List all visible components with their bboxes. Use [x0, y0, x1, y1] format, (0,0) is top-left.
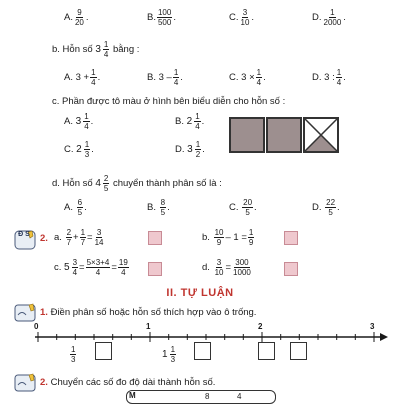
- true-false-icon: Đ S: [14, 230, 36, 250]
- answer-box-d[interactable]: [284, 262, 298, 276]
- exercise-2-prompt: 2. Chuyển các số đo độ dài thành hỗn số.: [40, 377, 216, 388]
- mixed-number: 3 1 4: [95, 40, 109, 59]
- number-line-blank[interactable]: [290, 342, 307, 360]
- option-d[interactable]: D. 3 : 1 4 .: [312, 68, 346, 87]
- cross-diagonals: [305, 119, 337, 151]
- example-box: M 8 4: [126, 390, 276, 404]
- number-line-blank[interactable]: [95, 342, 112, 360]
- option-a[interactable]: A. 3 + $\frac{1}{4}$ .: [64, 68, 101, 87]
- exercise-icon: [14, 373, 36, 393]
- tick-label: 2: [258, 322, 263, 331]
- option-b[interactable]: B. 2 1 4 .: [175, 112, 205, 131]
- shaded-square: [229, 117, 265, 153]
- answer-box-b[interactable]: [284, 231, 298, 245]
- option-c[interactable]: C. 3 10 .: [229, 8, 255, 27]
- option-b[interactable]: B. 3 – 1 4 .: [147, 68, 183, 87]
- question-c-prompt: c. Phần được tô màu ở hình bên biểu diễn cho hỗn số :: [52, 96, 286, 107]
- tick-label: 3: [370, 322, 375, 331]
- option-d[interactable]: D. 3 1 2 .: [175, 140, 205, 159]
- option-a[interactable]: A. 3 1 4 .: [64, 112, 94, 131]
- fraction: 1 2000: [323, 8, 342, 27]
- tick-label: 0: [34, 322, 39, 331]
- shaded-square: [266, 117, 302, 153]
- tick-label: 1: [146, 322, 151, 331]
- option-c[interactable]: C. 3 × $\frac{1}{4}$ .: [229, 68, 266, 87]
- answer-box-a[interactable]: [148, 231, 162, 245]
- statement-c: c. 5 $\frac{3}{4}$ = $\frac{5\times 3+4}{4}$ = $\frac{19}{4}$: [54, 258, 128, 277]
- fraction: 100 500: [157, 8, 172, 27]
- statement-d: d. $\frac{3}{10}$ = $\frac{300}{1000}$: [202, 258, 251, 277]
- question-b-prompt: b. Hỗn số 3 1 4 bằng :: [52, 40, 140, 59]
- fraction: 3 10: [240, 8, 250, 27]
- option-b[interactable]: B. 100 500 .: [147, 8, 176, 27]
- question-d-prompt: d. Hỗn số 4 2 5 chuyển thành phân số là :: [52, 174, 222, 193]
- point-label: 1 1 3: [162, 345, 176, 364]
- statement-b: b. 10 9 – 1 = $\frac{1}{9}$: [202, 228, 254, 247]
- exercise-1-prompt: 1. Điền phân số hoặc hỗn số thích hợp vào ô trống.: [40, 307, 257, 318]
- number-line-blank[interactable]: [194, 342, 211, 360]
- option-b[interactable]: B. 8 5 .: [147, 198, 170, 217]
- option-a[interactable]: A. 9 20 .: [64, 8, 89, 27]
- exercise-icon: [14, 303, 36, 323]
- crossed-square: [303, 117, 339, 153]
- option-d[interactable]: D. 22 5 .: [312, 198, 340, 217]
- option-a[interactable]: A. 6 5 .: [64, 198, 87, 217]
- option-d[interactable]: D. 1 2000 .: [312, 8, 346, 27]
- question-number: 2.: [40, 233, 48, 244]
- answer-box-c[interactable]: [148, 262, 162, 276]
- option-c[interactable]: C. 2 1 3 .: [64, 140, 94, 159]
- point-label: 1 3: [71, 345, 76, 364]
- option-c[interactable]: C. 20 5 .: [229, 198, 257, 217]
- fraction: 9 20: [74, 8, 84, 27]
- statement-a: a. 2 7 + $\frac{1}{7}$ = $\frac{3}{14}$: [54, 228, 104, 247]
- section-title: II. TỰ LUẬN: [166, 287, 234, 299]
- number-line-blank[interactable]: [258, 342, 275, 360]
